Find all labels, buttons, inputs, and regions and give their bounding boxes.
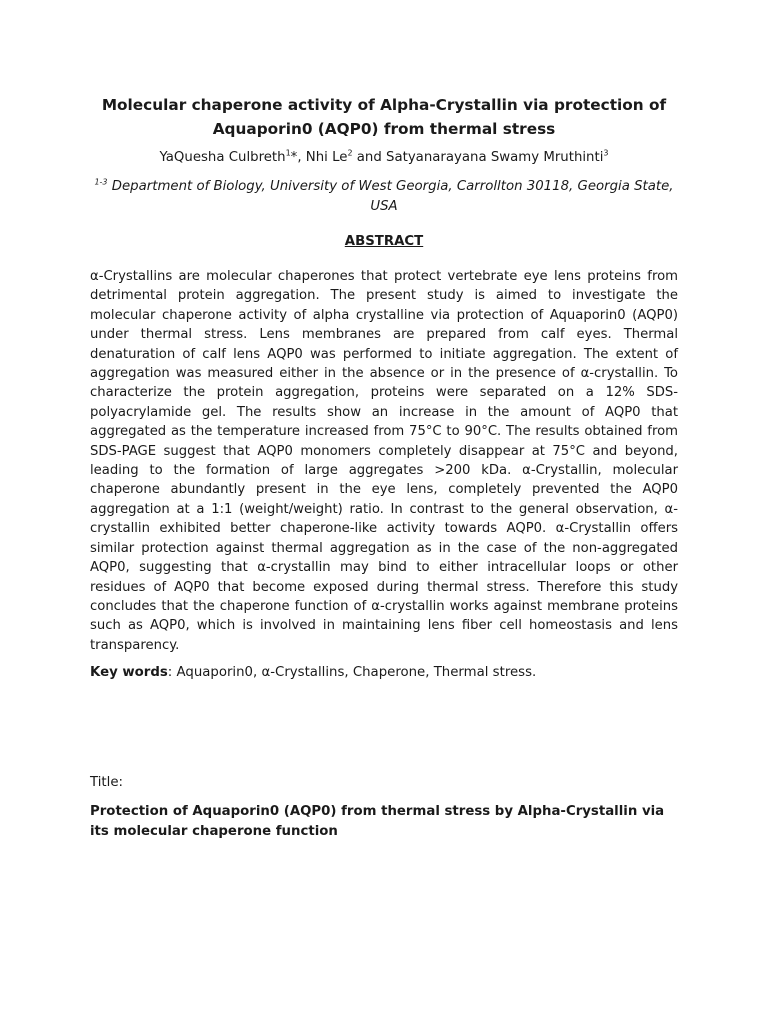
keywords-text: Aquaporin0, α-Crystallins, Chaperone, Thermal stress. [176,665,537,680]
author-line [90,148,678,168]
paper-title: Molecular chaperone activity of Alpha-Crystallin via protection of Aquaporin0 (AQP0) from thermal stress [101,96,667,138]
keywords-separator: : [167,665,177,680]
author-2-superscript: 2 [347,148,353,158]
alternate-title: Protection of Aquaporin0 (AQP0) from thermal stress by Alpha-Crystallin via its molecular chaperone function [90,804,665,839]
affiliation [90,177,678,217]
keywords-line [90,663,678,683]
title-label: Title: [90,775,123,790]
corresponding-mark: *, [290,150,306,165]
affiliation-superscript: 1-3 [94,177,108,187]
author-3: Satyanarayana Swamy Mruthinti [386,150,604,165]
author-1-superscript: 1 [285,148,291,158]
author-3-superscript: 3 [603,148,609,158]
abstract-heading [90,232,678,252]
affiliation-text: Department of Biology, University of West Georgia, Carrollton 30118, Georgia State, USA [107,179,674,214]
author-1: YaQuesha Culbreth [159,150,286,165]
abstract-body: α-Crystallins are molecular chaperones that protect vertebrate eye lens proteins from detrimental protein aggregation. The present study is aimed to investigate the molecular chaperone activity of alpha crystalline via protection of Aquaporin0 (AQP0) under thermal stress. Lens membranes are prepared from calf eyes. Thermal denaturation of calf lens AQP0 was performed to initiate aggregation. The extent of aggregation was measured either in the absence or in the presence of α-crystallin. To characterize the protein aggregation, proteins were separated on a 12% SDS-polyacrylamide gel. The results show an increase in the amount of AQP0 that aggregated as the temperature increased from 75°C to 90°C. The results obtained from SDS-PAGE suggest that AQP0 monomers completely disappear at 75°C and beyond, leading to the formation of large aggregates >200 kDa. α-Crystallin, molecular chaperone abundantly present in the eye lens, completely prevented the AQP0 aggregation at a 1:1 (weight/weight) ratio. In contrast to the general observation, α-crystallin exhibited better chaperone-like activity towards AQP0. α-Crystallin offers similar protection against thermal aggregation as in the case of the non-aggregated AQP0, suggesting that α-crystallin may bind to either intracellular loops or other residues of AQP0 that become exposed during thermal stress. Therefore this study concludes that the chaperone function of α-crystallin works against membrane proteins such as AQP0, which is involved in maintaining lens fiber cell homeostasis and lens transparency. [90,269,678,653]
keywords-label: Key words [90,665,168,680]
abstract-heading-text: ABSTRACT [344,234,424,249]
author-connector: and [352,150,387,165]
author-2: Nhi Le [305,150,348,165]
